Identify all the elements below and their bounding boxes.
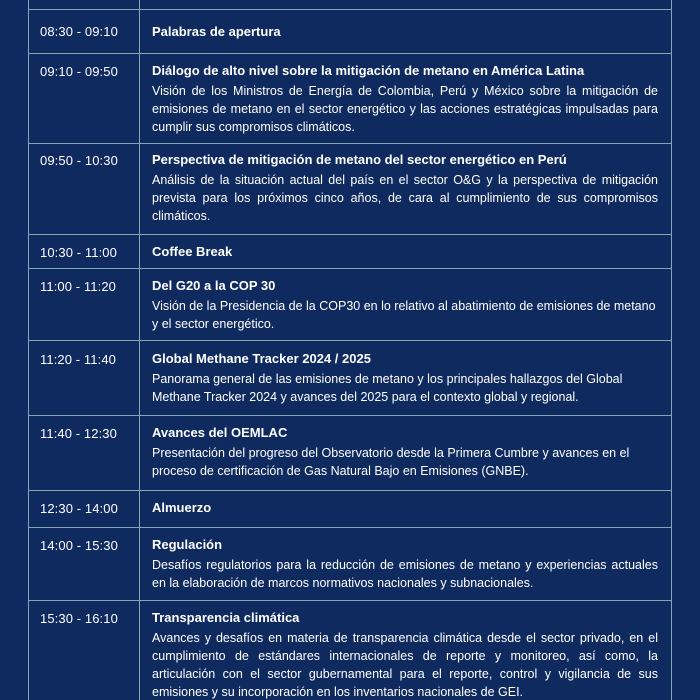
time-label: 11:40 - 12:30 xyxy=(40,426,117,441)
session-content xyxy=(152,23,658,41)
session-title: Transparencia climática xyxy=(152,610,300,625)
session-title: Almuerzo xyxy=(152,500,212,515)
session-description: Presentación del progreso del Observatorio desde la Primera Cumbre y avances en el proceso de certificación de Gas Natural Bajo en Emisiones (GNBE). xyxy=(152,446,630,478)
session-description: Análisis de la situación actual del país en el sector O&G y la perspectiva de mitigación prevista para los próximos cinco años, de cara al cumplimiento de sus compromisos climáticos. xyxy=(152,173,658,223)
session-content xyxy=(152,536,658,592)
time-cell xyxy=(29,0,140,9)
time-label: 08:30 - 09:10 xyxy=(40,24,118,39)
session-title: Perspectiva de mitigación de metano del sector energético en Perú xyxy=(152,152,567,167)
agenda-row xyxy=(29,0,671,9)
session-description: Desafíos regulatorios para la reducción de emisiones de metano y experiencias actuales en la elaboración de marcos normativos nacionales y subnacionales. xyxy=(152,558,658,590)
agenda-row xyxy=(29,53,671,143)
agenda-row xyxy=(29,143,671,234)
time-label: 11:20 - 11:40 xyxy=(40,352,116,367)
session-content xyxy=(152,277,658,333)
session-content xyxy=(152,62,658,136)
agenda-table xyxy=(28,0,672,700)
session-content xyxy=(152,499,658,517)
time-label: 15:30 - 16:10 xyxy=(40,611,118,626)
agenda-row xyxy=(29,527,671,600)
session-content xyxy=(152,609,658,700)
session-content xyxy=(152,151,658,225)
session-description: Visión de la Presidencia de la COP30 en lo relativo al abatimiento de emisiones de metano y el sector energético. xyxy=(152,299,656,331)
session-title: Palabras de apertura xyxy=(152,24,281,39)
agenda-row xyxy=(29,415,671,490)
session-content xyxy=(152,424,658,480)
session-title: Avances del OEMLAC xyxy=(152,425,288,440)
agenda-row xyxy=(29,490,671,527)
agenda-row xyxy=(29,234,671,268)
agenda-row xyxy=(29,268,671,340)
session-description: Avances y desafíos en materia de transparencia climática desde el sector privado, en el cumplimiento de estándares internacionales de reporte y monitoreo, así como, la articulación con el sector gubernamental para el reporte, control y vigilancia de sus emisiones y su incorporación en los inventarios nacionales de GEI. xyxy=(152,631,658,699)
time-label: 09:50 - 10:30 xyxy=(40,153,118,168)
agenda-row xyxy=(29,9,671,53)
session-content xyxy=(152,350,658,406)
session-title: Del G20 a la COP 30 xyxy=(152,278,276,293)
agenda-row xyxy=(29,600,671,700)
time-label: 09:10 - 09:50 xyxy=(40,64,118,79)
session-title: Regulación xyxy=(152,537,223,552)
time-label: 11:00 - 11:20 xyxy=(40,279,116,294)
time-label: 12:30 - 14:00 xyxy=(40,501,118,516)
session-title: Coffee Break xyxy=(152,244,233,259)
session-content xyxy=(152,243,658,261)
session-description: Panorama general de las emisiones de metano y los principales hallazgos del Global Methane Tracker 2024 y avances del 2025 para el contexto global y regional. xyxy=(152,372,623,404)
session-description: Visión de los Ministros de Energía de Colombia, Perú y México sobre la mitigación de emisiones de metano en el sector energético y las acciones estratégicas impulsadas para cumplir sus compromisos climáticos. xyxy=(152,84,658,134)
time-label: 14:00 - 15:30 xyxy=(40,538,118,553)
time-label: 10:30 - 11:00 xyxy=(40,245,117,260)
session-title: Global Methane Tracker 2024 / 2025 xyxy=(152,351,371,366)
agenda-row xyxy=(29,340,671,415)
session-title: Diálogo de alto nivel sobre la mitigación de metano en América Latina xyxy=(152,63,585,78)
